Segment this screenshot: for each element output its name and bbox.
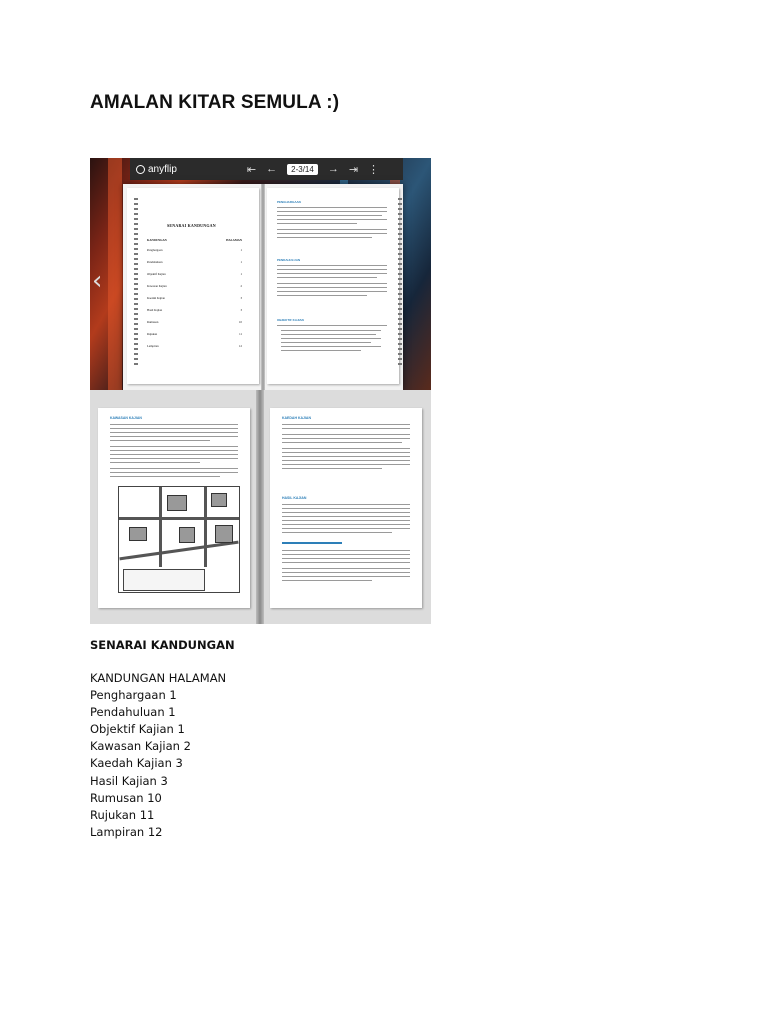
toc-item: Rumusan 10 <box>90 790 162 805</box>
heading-hasil-kajian: HASIL KAJIAN <box>282 496 307 500</box>
prev-spread-arrow-icon[interactable]: ‹ <box>92 266 103 296</box>
heading-objektif: OBJEKTIF KAJIAN <box>277 318 304 322</box>
toc-page-header <box>147 238 242 242</box>
toc-page-row: Hasil Kajian 3 <box>147 308 242 312</box>
toc-item: Pendahuluan 1 <box>90 705 176 720</box>
toc-page-row: Rujukan 11 <box>147 332 242 336</box>
toc-col-left: KANDUNGAN <box>147 238 167 242</box>
study-area-map <box>118 486 240 593</box>
section-heading: SENARAI KANDUNGAN <box>90 638 235 652</box>
heading-penghargaan: PENGHARGAAN <box>277 200 301 204</box>
toc-col-right: HALAMAN <box>226 238 242 242</box>
toc-item: Objektif Kajian 1 <box>90 722 185 737</box>
toc-list <box>90 670 226 841</box>
anyflip-brand: anyflip <box>148 163 177 175</box>
toc-page-row: Pendahuluan 1 <box>147 260 242 264</box>
heading-pendahuluan: PENDAHULUAN <box>277 258 301 262</box>
book-gutter-lower <box>256 390 264 624</box>
heading-kawasan-kajian: KAWASAN KAJIAN <box>110 416 142 420</box>
document-title: AMALAN KITAR SEMULA :) <box>90 92 340 113</box>
last-page-icon[interactable]: ⇥ <box>348 163 359 176</box>
anyflip-logo <box>136 164 177 175</box>
viewer-toolbar <box>130 158 403 180</box>
prev-page-icon[interactable]: ← <box>266 163 278 175</box>
toc-item: Rujukan 11 <box>90 807 155 822</box>
toc-page-row: Lampiran 12 <box>147 344 242 348</box>
anyflip-logo-icon <box>136 165 145 174</box>
spiral-binding <box>398 198 402 368</box>
study-area-page <box>98 408 250 608</box>
map-legend <box>123 569 205 591</box>
toc-header: KANDUNGAN HALAMAN <box>90 671 227 685</box>
toc-item: Kawasan Kajian 2 <box>90 739 191 754</box>
toc-item: Hasil Kajian 3 <box>90 773 168 788</box>
book-spread-lower <box>90 390 431 624</box>
spiral-binding <box>134 198 138 368</box>
toc-page <box>127 188 259 384</box>
page-indicator[interactable]: 2-3/14 <box>287 164 318 175</box>
toc-item: Penghargaan 1 <box>90 688 177 703</box>
more-icon[interactable]: ⋮ <box>368 163 380 176</box>
toc-page-row: Penghargaan 1 <box>147 248 242 252</box>
first-page-icon[interactable]: ⇤ <box>246 163 257 176</box>
toc-page-row: Objektif Kajian 1 <box>147 272 242 276</box>
book-spread-upper <box>123 184 403 390</box>
heading-kaedah-kajian: KAEDAH KAJIAN <box>282 416 311 420</box>
flipbook-viewer[interactable] <box>90 158 431 390</box>
toc-page-row: Rumusan 10 <box>147 320 242 324</box>
toc-page-title: SENARAI KANDUNGAN <box>167 223 216 228</box>
book-gutter <box>261 184 265 390</box>
next-page-icon[interactable]: → <box>327 163 339 175</box>
method-page <box>270 408 422 608</box>
intro-page <box>267 188 399 384</box>
toc-item: Kaedah Kajian 3 <box>90 756 183 771</box>
toc-item: Lampiran 12 <box>90 824 163 839</box>
toc-page-row: Kaedah Kajian 3 <box>147 296 242 300</box>
toc-page-row: Kawasan Kajian 2 <box>147 284 242 288</box>
